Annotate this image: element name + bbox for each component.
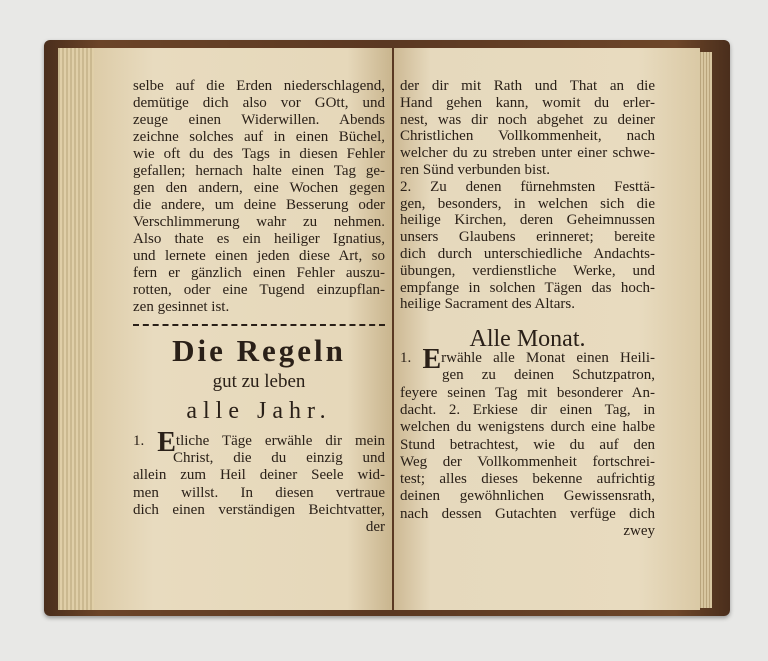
text-line: zen gesinnet ist. (133, 299, 230, 315)
text-line: empfange in solchen Tägen das hoch- (400, 279, 655, 296)
text-line: rotten, oder eine Tugend einzupflan- (133, 282, 385, 298)
text-line: dacht. 2. Erkiese dir einen Tag, in (400, 401, 655, 418)
text-line: nest, was dir noch abgehet zu deiner (400, 111, 655, 128)
text-line: allein zum Heil deiner Seele wid- (133, 467, 385, 484)
text-line: Christlichen Vollkommenheit, nach (400, 128, 655, 145)
section-divider (133, 324, 385, 326)
text-line: gefallen; hernach halte einen Tag ge- (133, 163, 385, 179)
page-edges-right (698, 52, 712, 608)
text-line: ren Sünd verbunden bist. (400, 162, 550, 178)
drop-cap: E (422, 344, 442, 375)
text-line: dich durch unterschiedliche Andachts- (400, 246, 655, 262)
catchword: zwey (623, 523, 655, 539)
text-line: 2. Zu denen fürnehmsten Festtä- (400, 178, 655, 195)
text-line: nach dessen Gutachten verfüge dich (400, 505, 655, 522)
text-line: unsers Glaubens erinneret; bereite (400, 229, 655, 246)
text-line: übungen, verdienstliche Werke, und (400, 262, 655, 279)
paragraph-number: 1. (133, 433, 145, 449)
text-line: demütige dich also vor GOtt, und (133, 95, 385, 111)
first-line-text: rwähle alle Monat einen Heili- (441, 350, 655, 366)
text-line: zeuge einen Widerwillen. Abends (133, 112, 385, 128)
text-line: Also thate es ein heiliger Ignatius, (133, 231, 385, 247)
text-line: deinen gewöhnlichen Gewissensrath, (400, 488, 655, 505)
text-line: heilige Sacrament des Altars. (400, 296, 575, 313)
text-line: heilige Kirchen, deren Geheimnussen (400, 212, 655, 229)
text-line: dich einen verständigen Beichtvatter, (133, 501, 385, 518)
drop-cap: E (157, 427, 176, 458)
text-line: fern er gänzlich einen Fehler auszu- (133, 265, 385, 281)
text-line: der dir mit Rath und That an die (400, 78, 655, 94)
first-line-text: tliche Täge erwähle dir mein (175, 433, 385, 449)
section-subheading-2: alle Jahr. (186, 398, 332, 424)
paragraph-first-line (133, 427, 385, 458)
text-line: Christ, die du einzig und (173, 450, 385, 467)
text-line: zeichne solches auf in einen Büchel, (133, 129, 385, 145)
section-heading: Die Regeln (172, 333, 346, 368)
text-line: gen zu deinen Schutzpatron, (442, 367, 655, 384)
paragraph-number: 1. (400, 350, 412, 366)
text-line: Hand gehen kann, womit du erler- (400, 94, 655, 111)
right-section-heading: Alle Monat. (469, 326, 586, 352)
text-line: selbe auf die Erden niederschlagend, (133, 78, 385, 94)
text-line: welcher du zu streben unter einer schwe- (400, 145, 655, 162)
text-line: test; alles dieses bekenne aufrichtig (400, 471, 655, 488)
text-line: feyere seinen Tag mit besonderer An- (400, 384, 655, 401)
text-line: welchen du wenigstens durch eine halbe (400, 419, 655, 436)
text-line: Verschlimmerung wahr zu nehmen. (133, 214, 385, 230)
section-subheading: gut zu leben (212, 371, 306, 392)
text-line: Weg der Vollkommenheit fortschrei- (400, 453, 655, 470)
page-edges (58, 48, 98, 610)
text-line: gen den andern, eine Wochen gegen (133, 180, 385, 196)
text-line: wie oft du des Tags in diesen Fehler (133, 146, 385, 162)
text-line: gen, besonders, in welchen sich die (400, 195, 655, 212)
text-line: Stund betrachtest, wie du auf den (400, 436, 655, 453)
text-line: men willst. In diesen vertraue (133, 484, 385, 501)
catchword: der (365, 519, 385, 535)
text-line: die andere, um deine Besserung oder (133, 197, 385, 213)
text-line: und lernete einen jeden diese Art, so (133, 248, 385, 264)
